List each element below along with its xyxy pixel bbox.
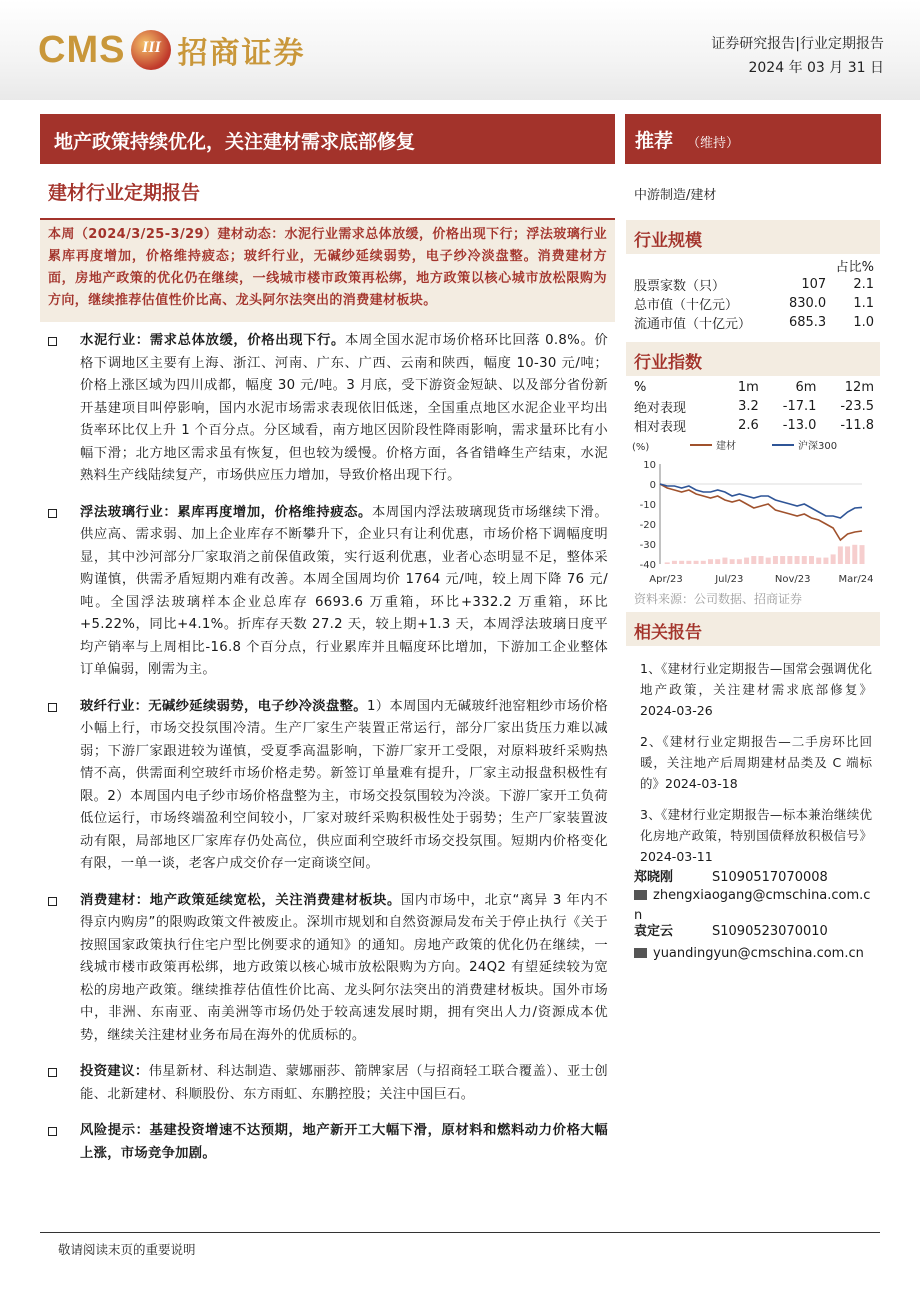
industry-tag: 中游制造/建材 xyxy=(634,188,717,203)
analyst-2-email[interactable]: yuandingyun@cmschina.com.cn xyxy=(634,944,874,964)
relative-bar xyxy=(701,561,706,564)
rating-sub: （维持） xyxy=(687,136,740,151)
y-tick-label: -20 xyxy=(639,520,656,531)
table-row: 相对表现 2.6 -13.0 -11.8 xyxy=(634,418,874,435)
bullet-square-icon xyxy=(48,897,57,906)
title-bar xyxy=(40,114,615,164)
series-line-1 xyxy=(660,484,862,518)
table-row: 绝对表现 3.2 -17.1 -23.5 xyxy=(634,399,874,416)
relative-bar xyxy=(838,546,843,564)
legend-label-1: 沪深300 xyxy=(798,441,838,452)
bullet-fiberglass: 玻纤行业：无碱纱延续弱势，电子纱冷淡盘整。1）本周国内无碱玻纤池窑粗纱市场价格小幅上行，市场交投氛围冷清。生产厂家生产装置正常运行，部分厂家出货压力难以减弱；下游厂家跟进较为谨慎，受夏季高温影响，下游厂家开工受限，对原料玻纤采购热情不高，供需面利空玻纤市场价格走势。新签订单量难有提升，厂家主动报盘积极性有限。2）本周国内电子纱市场价格盘整为主，市场交投氛围较为冷淡。下游厂家开工负荷低位运行，市场终端盈利空间较小，厂家对玻纤采购积极性处于弱势；生产厂家装置波动有限，局部地区厂家库存仍处高位，供应面利空玻纤市场交投氛围。短期内价格变化有限，一单一谈，老客户成交价存一定商谈空间。 xyxy=(44,696,608,876)
relative-bar xyxy=(823,558,828,564)
relative-bar xyxy=(708,559,713,564)
relative-bar xyxy=(679,561,684,564)
relative-bar xyxy=(730,559,735,564)
relative-bar xyxy=(686,561,691,564)
relative-bar xyxy=(744,558,749,564)
relative-bar xyxy=(672,561,677,564)
analyst-1: 郑晓刚 S1090517070008 xyxy=(634,870,828,885)
related-reports xyxy=(640,658,872,877)
mail-icon xyxy=(634,948,647,958)
analyst-2: 袁定云 S1090523070010 xyxy=(634,924,828,939)
page-title: 地产政策持续优化，关注建材需求底部修复 xyxy=(54,131,416,153)
table-row: 总市值（十亿元） 830.0 1.1 xyxy=(634,296,874,313)
bullet-square-icon xyxy=(48,1068,57,1077)
series-line-0 xyxy=(660,484,862,540)
table-header-row: % 1m 6m 12m xyxy=(634,380,874,395)
y-tick-label: -10 xyxy=(639,500,656,511)
index-chart xyxy=(630,436,880,592)
y-tick-label: -30 xyxy=(639,540,656,551)
subtitle: 建材行业定期报告 xyxy=(48,182,201,204)
bullet-consumer: 消费建材：地产政策延续宽松，关注消费建材板块。国内市场中，北京“离异 3 年内不得京内购房”的限购政策文件被废止。深圳市规划和自然资源局发布关于停止执行《关于按照国家政策执行住宅户型比例要求的通知》的通知。房地产政策的优化仍在继续，一线城市楼市政策再松绑，地方政策以核心城市放松限购为方向。24Q2 有望延续较为宽松的房地产政策。继续推荐估值性价比高、龙头阿尔法突出的消费建材板块。国外市场中，非洲、东南亚、南美洲等市场仍处于较高速发展时期，拥有突出人力/资源成本优势，继续关注建材业务布局在海外的优质标的。 xyxy=(44,890,608,1048)
chart-ylabel: (%) xyxy=(632,442,650,453)
brand-logo xyxy=(38,28,305,72)
relative-bar xyxy=(795,556,800,564)
rating-bar xyxy=(625,114,881,164)
footer-divider xyxy=(40,1232,880,1233)
bullet-square-icon xyxy=(48,337,57,346)
relative-bar xyxy=(852,545,857,564)
x-tick-label: Apr/23 xyxy=(649,574,683,585)
scale-table xyxy=(634,256,874,332)
x-tick-label: Mar/24 xyxy=(838,574,874,585)
relative-bar xyxy=(715,559,720,564)
relative-bar xyxy=(780,556,785,564)
index-chart-svg xyxy=(630,436,880,592)
logo-cn-text: 招商证券 xyxy=(177,36,306,71)
footer-note: 敬请阅读末页的重要说明 xyxy=(58,1242,196,1257)
related-report-3[interactable]: 3、《建材行业定期报告—标本兼治继续优化房地产政策，特别国债释放积极信号》2024-03-11 xyxy=(640,807,872,864)
section-scale: 行业规模 xyxy=(626,220,880,254)
related-report-1[interactable]: 1、《建材行业定期报告—国常会强调优化地产政策，关注建材需求底部修复》2024-03-26 xyxy=(640,661,872,718)
bullet-glass: 浮法玻璃行业：累库再度增加，价格维持疲态。本周国内浮法玻璃现货市场继续下滑。供应高、需求弱、加上企业库存不断攀升下，企业只有让利优惠，市场价格下调幅度明显，其中沙河部分厂家取消之前保值政策，实行返利优惠，业者心态明显不足，整体采购谨慎，供需矛盾短期内难有改善。本周全国周均价 1764 元/吨，较上周下降 76 元/吨。全国浮法玻璃样本企业总库存 6693.6 万重箱，环比+332.2 万重箱，环比+5.22%，同比+4.1%。折库存天数 27.2 天，较上期+1.3 天，本周浮法玻璃日度平均产销率与上周相比-16.8 个百分点，行业累库并且幅度环比增加，下游加工企业整体订单偏弱，刚需为主。 xyxy=(44,502,608,682)
relative-bar xyxy=(759,556,764,564)
related-report-2[interactable]: 2、《建材行业定期报告—二手房环比回暖，关注地产后周期建材品类及 C 端标的》2024-03-18 xyxy=(640,734,872,791)
y-tick-label: 10 xyxy=(643,460,656,471)
bullet-square-icon xyxy=(48,509,57,518)
x-tick-label: Jul/23 xyxy=(715,574,744,585)
table-row: 股票家数（只） 107 2.1 xyxy=(634,277,874,294)
relative-bar xyxy=(860,545,865,564)
relative-bar xyxy=(751,556,756,564)
scale-col-header: 占比% xyxy=(835,260,874,275)
report-meta xyxy=(711,32,884,80)
relative-bar xyxy=(722,558,727,564)
analyst-1-email[interactable]: zhengxiaogang@cmschina.com.cn xyxy=(634,888,871,923)
y-tick-label: -40 xyxy=(639,560,656,571)
report-type: 证券研究报告|行业定期报告 xyxy=(711,36,884,52)
logo-text: CMS xyxy=(38,28,126,71)
y-tick-label: 0 xyxy=(649,480,656,491)
bullet-square-icon xyxy=(48,1127,57,1136)
relative-bar xyxy=(809,556,814,564)
relative-bar xyxy=(766,558,771,564)
logo-emblem-icon: III xyxy=(131,30,171,70)
index-table xyxy=(634,378,874,435)
bullet-list xyxy=(44,330,608,1179)
section-related: 相关报告 xyxy=(626,612,880,646)
relative-bar xyxy=(737,559,742,564)
relative-bar xyxy=(816,558,821,564)
legend-label-0: 建材 xyxy=(716,441,736,452)
bullet-invest: 投资建议：伟星新材、科达制造、蒙娜丽莎、箭牌家居（与招商轻工联合覆盖）、亚士创能、北新建材、科顺股份、东方雨虹、东鹏控股；关注中国巨石。 xyxy=(44,1061,608,1106)
table-row: 流通市值（十亿元） 685.3 1.0 xyxy=(634,315,874,332)
summary-box: 本周（2024/3/25-3/29）建材动态：水泥行业需求总体放缓，价格出现下行；浮法玻璃行业累库再度增加，价格维持疲态；玻纤行业，无碱纱延续弱势，电子纱冷淡盘整。消费建材方面，房地产政策的优化仍在继续，一线城市楼市政策再松绑，地方政策以核心城市放松限购为方向，继续推荐估值性价比高、龙头阿尔法突出的消费建材板块。 xyxy=(40,218,615,322)
relative-bar xyxy=(787,556,792,564)
bullet-square-icon xyxy=(48,703,57,712)
relative-bar xyxy=(831,554,836,564)
relative-bar xyxy=(802,556,807,564)
relative-bar xyxy=(694,561,699,564)
report-date: 2024 年 03 月 31 日 xyxy=(748,60,884,76)
relative-bar xyxy=(845,546,850,564)
section-index: 行业指数 xyxy=(626,342,880,376)
relative-bar xyxy=(665,562,670,564)
mail-icon xyxy=(634,890,647,900)
bullet-risk: 风险提示：基建投资增速不达预期，地产新开工大幅下滑，原材料和燃料动力价格大幅上涨，市场竞争加剧。 xyxy=(44,1120,608,1165)
relative-bar xyxy=(773,556,778,564)
chart-source: 资料来源：公司数据、招商证券 xyxy=(634,592,803,606)
bullet-cement: 水泥行业：需求总体放缓，价格出现下行。本周全国水泥市场价格环比回落 0.8%。价格下调地区主要有上海、浙江、河南、广东、广西、云南和陕西，幅度 10-30 元/吨；价格上涨区域为四川成都，幅度 30 元/吨。3 月底，受下游资金短缺、以及部分省份新开基建项目叫停影响，国内水泥市场需求表现依旧低迷，全国重点地区水泥企业平均出货率环比仅上升 1 个百分点。分区域看，南方地区因阶段性降雨影响，需求量环比有小幅下滑；北方地区需求虽有恢复，但也较为缓慢。价格方面，各省错峰生产结束，水泥熟料生产线陆续复产，市场供应压力增加，导致价格出现下行。 xyxy=(44,330,608,488)
x-tick-label: Nov/23 xyxy=(774,574,811,585)
rating-main: 推荐 xyxy=(635,130,674,152)
